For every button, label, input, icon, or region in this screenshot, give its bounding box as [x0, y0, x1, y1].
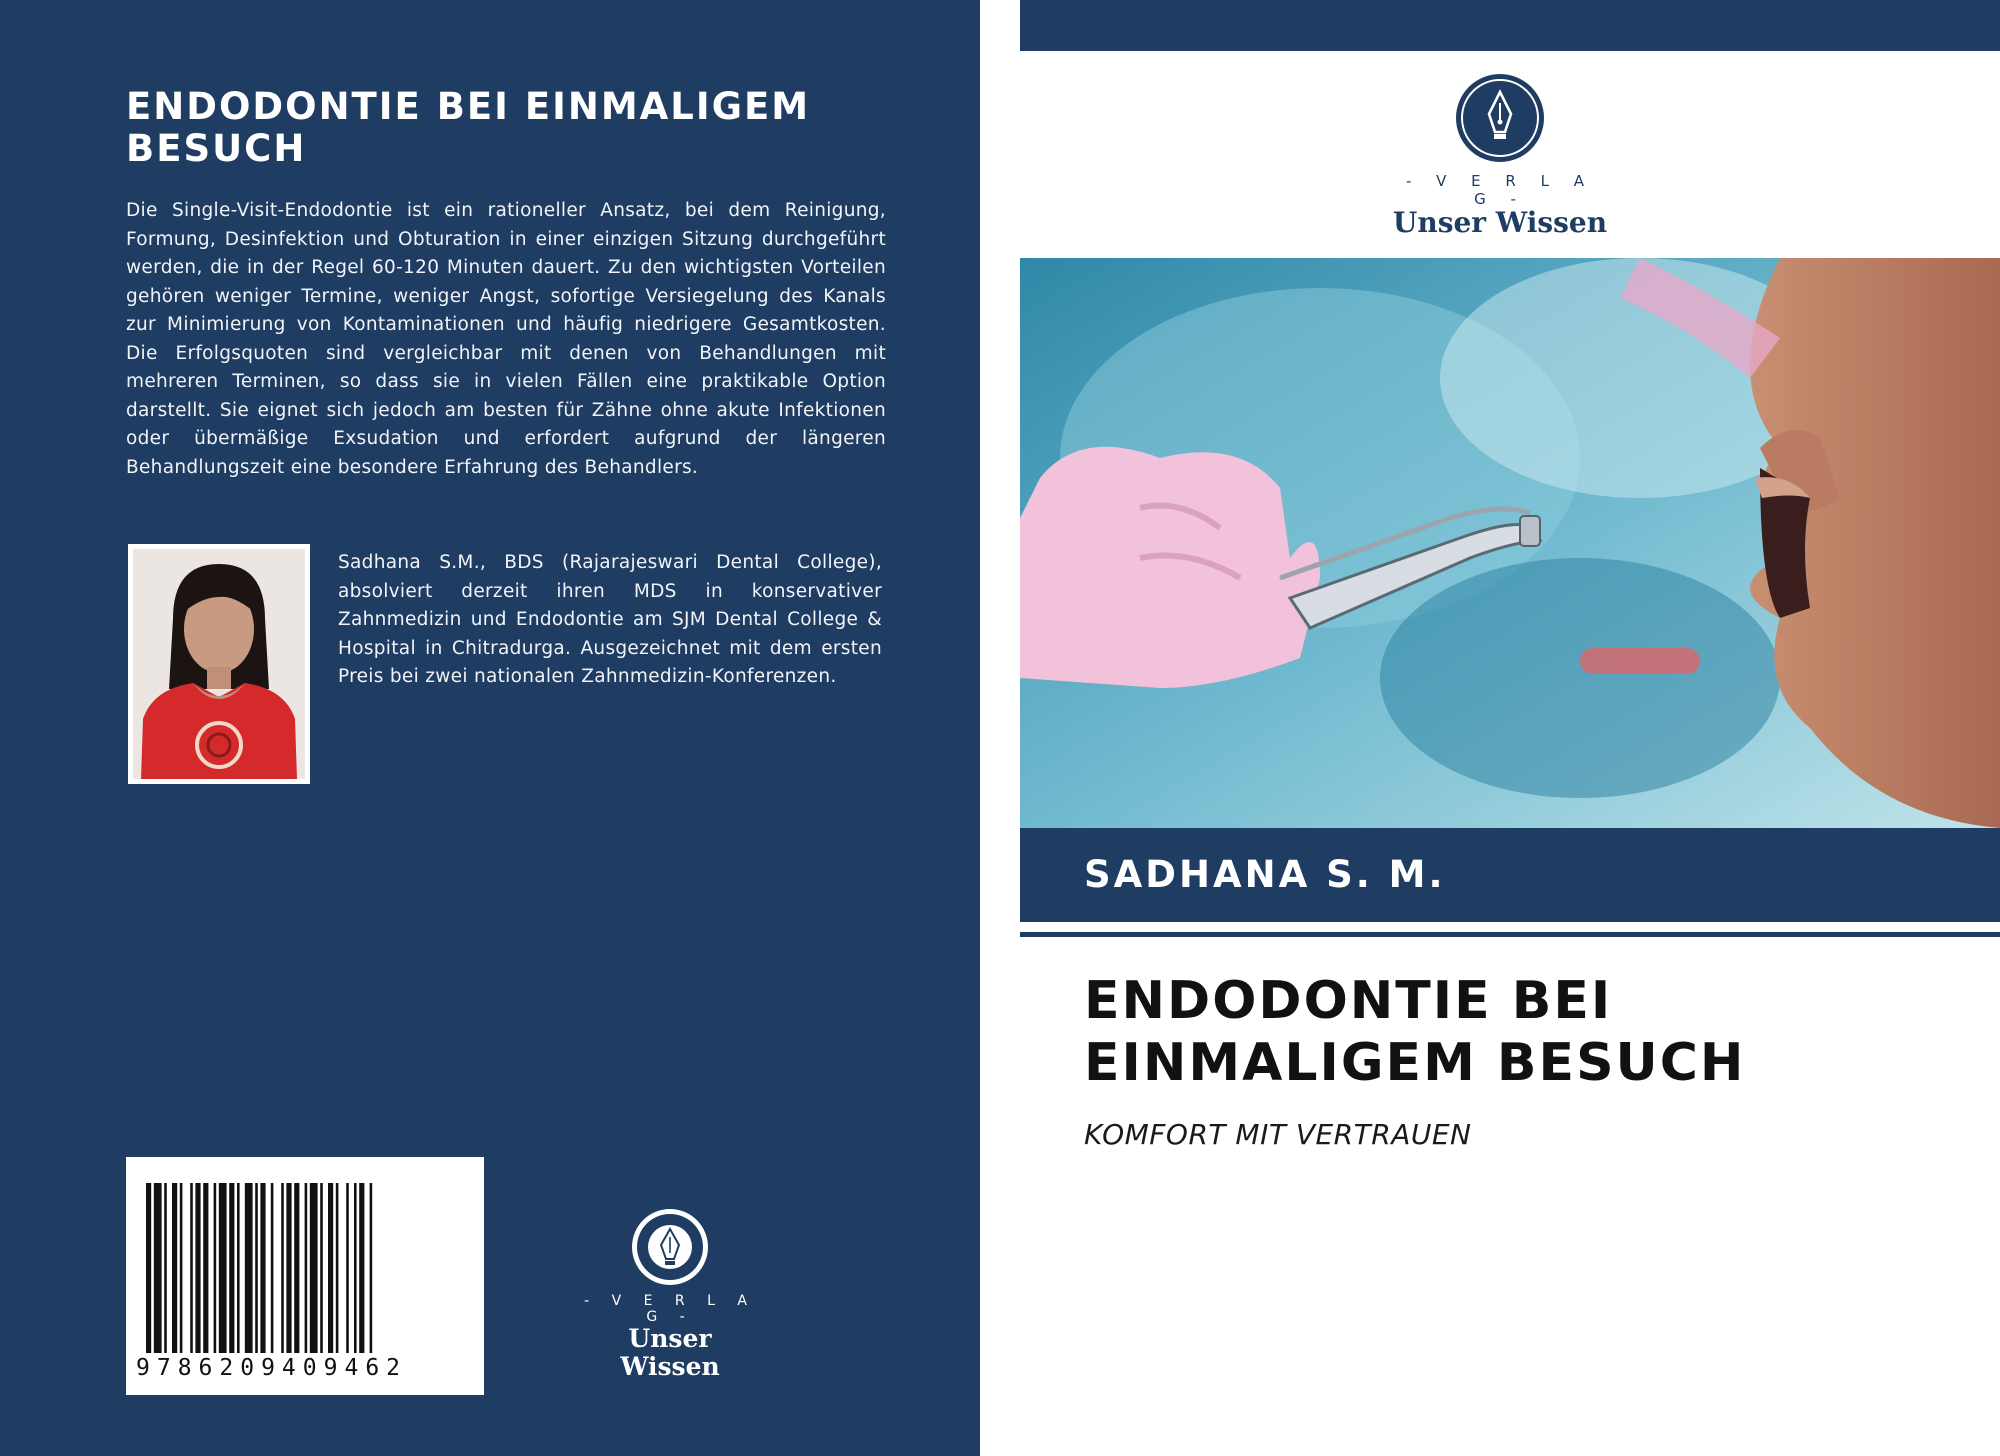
barcode-bar [286, 1183, 291, 1353]
front-top-bar [1020, 0, 2000, 51]
barcode-bar [237, 1183, 240, 1353]
barcode-bar [229, 1183, 234, 1353]
author-bio: Sadhana S.M., BDS (Rajarajeswari Dental College), absolviert derzeit ihren MDS in konservativer Zahnmedizin und Endodontie am SJM Dental College & Hospital in Chitradurga. Ausgezeichnet mit dem ersten Preis bei zwei nationalen Zahnmedizin-Konferenzen. [338, 552, 882, 687]
back-cover [0, 0, 980, 1456]
barcode-bar [336, 1183, 339, 1353]
barcode-bar [328, 1183, 333, 1353]
author-photo [128, 544, 310, 784]
divider-rule [1020, 932, 2000, 937]
barcode-bar [154, 1183, 162, 1353]
verlag-label: - V E R L A G - [1405, 172, 1595, 208]
barcode-bar [180, 1183, 183, 1353]
barcode-bar [190, 1183, 193, 1353]
barcode-bar [271, 1183, 274, 1353]
isbn-number: 9786209409462 [136, 1355, 476, 1381]
barcode-bar [260, 1183, 265, 1353]
barcode-bar [146, 1183, 151, 1353]
publisher-name: Unser Wissen [1392, 206, 1608, 239]
back-cover-title: ENDODONTIE BEI EINMALIGEM BESUCH [126, 85, 811, 170]
front-publisher-logo [1390, 72, 1610, 239]
pen-nib-emblem-icon [1454, 72, 1546, 164]
front-author-name: SADHANA S. M. [1084, 853, 1446, 896]
barcode-bar [172, 1183, 177, 1353]
barcode-bar [346, 1183, 349, 1353]
barcode-bar [310, 1183, 318, 1353]
barcode-bar [245, 1183, 253, 1353]
barcode-bar [370, 1183, 373, 1353]
verlag-label: - V E R L A G - [584, 1293, 756, 1325]
barcode-bar [294, 1183, 299, 1353]
pen-nib-emblem-icon [630, 1207, 710, 1287]
back-cover-blurb: Die Single-Visit-Endodontie ist ein rationeller Ansatz, bei dem Reinigung, Formung, Desinfektion und Obturation in einer einzigen Sitzung durchgeführt werden, die in der Regel 60-120 Minuten dauert. Zu den wichtigsten Vorteilen gehören weniger Termine, weniger Angst, sofortige Versiegelung des Kanals zur Minimierung von Kontaminationen und häufig niedrigere Gesamtkosten. Die Erfolgsquoten sind vergleichbar mit denen von Behandlungen mit mehreren Terminen, so dass sie in vielen Fällen eine praktikable Option darstellt. Sie eignet sich jedoch am besten für Zähne ohne akute Infektionen oder übermäßige Exsudation und erfordert aufgrund der längeren Behandlungszeit eine besondere Erfahrung des Behandlers. [126, 200, 886, 478]
barcode-bar [320, 1183, 323, 1353]
barcode-bar [305, 1183, 308, 1353]
isbn-barcode [126, 1157, 484, 1395]
barcode-bar [164, 1183, 167, 1353]
cover-gap [980, 0, 1020, 1456]
barcode-bar [359, 1183, 364, 1353]
author-band [1020, 828, 2000, 922]
publisher-name: Unser Wissen [620, 1324, 720, 1381]
dental-procedure-photo [1020, 258, 2000, 828]
barcode-bar [203, 1183, 208, 1353]
barcode-bar [219, 1183, 227, 1353]
barcode-bar [354, 1183, 357, 1353]
barcode-bar [214, 1183, 217, 1353]
barcode-bar [195, 1183, 200, 1353]
barcode-bar [281, 1183, 284, 1353]
front-cover-subtitle: KOMFORT MIT VERTRAUEN [1084, 1118, 1472, 1151]
back-publisher-logo [576, 1207, 764, 1381]
barcode-bar [255, 1183, 258, 1353]
front-cover-title: ENDODONTIE BEI EINMALIGEM BESUCH [1084, 971, 1746, 1093]
